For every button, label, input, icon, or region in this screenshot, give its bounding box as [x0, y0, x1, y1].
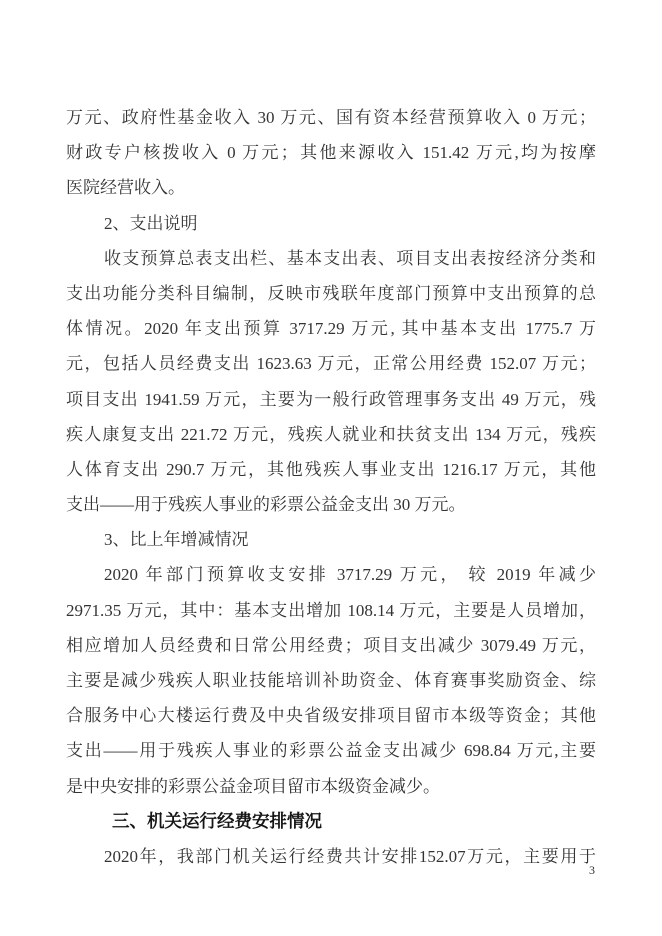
text-line: 是中央安排的彩票公益金项目留市本级资金减少。	[66, 776, 440, 796]
paragraph	[66, 839, 596, 874]
text-line: 2020 年部门预算收支安排 3717.29 万元， 较 2019 年减少	[104, 565, 596, 585]
text-line: 3、比上年增减情况	[104, 530, 249, 550]
text-line: 2971.35 万元，其中：基本支出增加 108.14 万元，主要是人员增加，	[66, 600, 596, 620]
paragraph	[66, 241, 596, 523]
page-number: 3	[589, 863, 595, 877]
text-line: 元，包括人员经费支出 1623.63 万元，正常公用经费 152.07 万元；	[66, 354, 596, 374]
paragraph	[66, 522, 596, 557]
text-line: 体情况。2020 年支出预算 3717.29 万元, 其中基本支出 1775.7 万	[66, 319, 596, 339]
text-line: 三、机关运行经费安排情况	[112, 810, 322, 831]
text-line: 万元、政府性基金收入 30 万元、国有资本经营预算收入 0 万元；	[66, 108, 596, 127]
text-line: 支出——用于残疾人事业的彩票公益金支出减少 698.84 万元,主要	[66, 741, 596, 761]
paragraph	[66, 100, 596, 206]
text-line: 合服务中心大楼运行费及中央省级安排项目留市本级等资金；其他	[66, 706, 596, 726]
text-line: 相应增加人员经费和日常公用经费；项目支出减少 3079.49 万元，	[66, 635, 596, 655]
text-line: 主要是减少残疾人职业技能培训补助资金、体育赛事奖励资金、综	[66, 671, 596, 690]
text-line: 收支预算总表支出栏、基本支出表、项目支出表按经济分类和	[104, 248, 596, 268]
text-line: 支出——用于残疾人事业的彩票公益金支出 30 万元。	[66, 495, 466, 515]
text-line: 疾人康复支出 221.72 万元，残疾人就业和扶贫支出 134 万元，残疾	[66, 424, 596, 444]
document-body	[66, 100, 596, 874]
text-line: 2020年，我部门机关运行经费共计安排152.07万元，主要用于	[104, 846, 596, 866]
text-line: 支出功能分类科目编制，反映市残联年度部门预算中支出预算的总	[66, 283, 596, 303]
text-line: 项目支出 1941.59 万元，主要为一般行政管理事务支出 49 万元，残	[66, 389, 596, 409]
text-line: 人体育支出 290.7 万元，其他残疾人事业支出 1216.17 万元，其他	[66, 459, 596, 479]
text-line: 医院经营收入。	[66, 178, 185, 198]
text-line: 2、支出说明	[104, 213, 198, 233]
section-heading	[66, 804, 596, 839]
text-line: 财政专户核拨收入 0 万元；其他来源收入 151.42 万元,均为按摩	[66, 143, 596, 163]
paragraph	[66, 557, 596, 803]
paragraph	[66, 206, 596, 241]
